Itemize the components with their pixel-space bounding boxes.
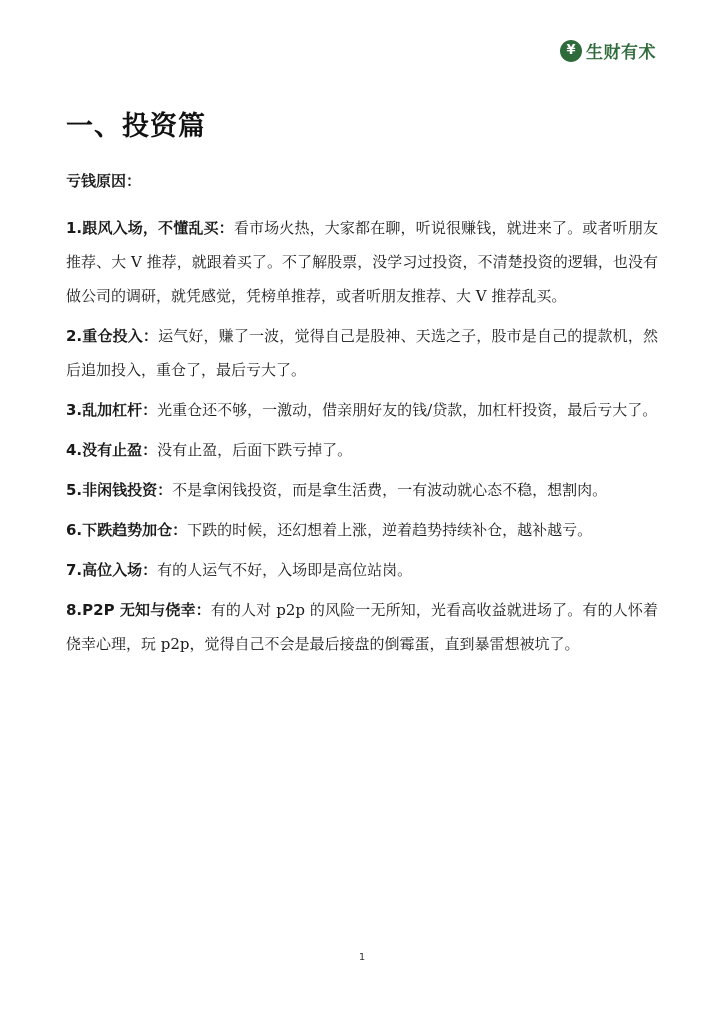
item-heading: 2.重仓投入： bbox=[66, 327, 159, 345]
item-text: 下跌的时候，还幻想着上涨，逆着趋势持续补仓，越补越亏。 bbox=[187, 521, 593, 539]
item-heading: 1.跟风入场，不懂乱买： bbox=[66, 219, 234, 237]
item-text: 不是拿闲钱投资，而是拿生活费，一有波动就心态不稳，想割肉。 bbox=[172, 481, 608, 499]
item-text: 运气好，赚了一波，觉得自己是股神、天选之子，股市是自己的提款机，然后追加投入，重仓了，最后亏大了。 bbox=[66, 327, 658, 379]
item-heading: 3.乱加杠杆： bbox=[66, 401, 158, 419]
item-text: 看市场火热，大家都在聊，听说很赚钱，就进来了。或者听朋友推荐、大 V 推荐，就跟着买了。不了解股票，没学习过投资，不清楚投资的逻辑，也没有做公司的调研，就凭感觉，凭榜单推荐，或者听朋友推荐、大 V 推荐乱买。 bbox=[66, 219, 658, 305]
item-heading: 6.下跌趋势加仓： bbox=[66, 521, 188, 539]
list-item bbox=[66, 319, 658, 387]
list-item bbox=[66, 513, 658, 547]
list-item bbox=[66, 553, 658, 587]
list-item bbox=[66, 433, 658, 467]
item-text: 有的人对 p2p 的风险一无所知，光看高收益就进场了。有的人怀着侥幸心理，玩 p2p，觉得自己不会是最后接盘的倒霉蛋，直到暴雷想被坑了。 bbox=[66, 601, 658, 653]
brand-logo bbox=[560, 38, 656, 63]
item-heading: 7.高位入场： bbox=[66, 561, 158, 579]
item-heading: 4.没有止盈： bbox=[66, 441, 158, 459]
list-item bbox=[66, 593, 658, 661]
list-item bbox=[66, 393, 658, 427]
page-number: 1 bbox=[358, 952, 366, 963]
list-item bbox=[66, 473, 658, 507]
section-title: 一、投资篇 bbox=[66, 111, 206, 142]
document-body bbox=[66, 104, 658, 667]
subheading: 亏钱原因： bbox=[66, 172, 142, 190]
coin-icon: ¥ bbox=[560, 40, 582, 62]
item-heading: 5.非闲钱投资： bbox=[66, 481, 173, 499]
brand-name: 生财有术 bbox=[586, 43, 656, 63]
item-text: 没有止盈，后面下跌亏掉了。 bbox=[157, 441, 353, 459]
item-text: 光重仓还不够，一激动，借亲朋好友的钱/贷款，加杠杆投资，最后亏大了。 bbox=[157, 401, 658, 419]
item-text: 有的人运气不好，入场即是高位站岗。 bbox=[157, 561, 413, 579]
item-heading: 8.P2P 无知与侥幸： bbox=[66, 601, 211, 619]
list-item bbox=[66, 211, 658, 313]
